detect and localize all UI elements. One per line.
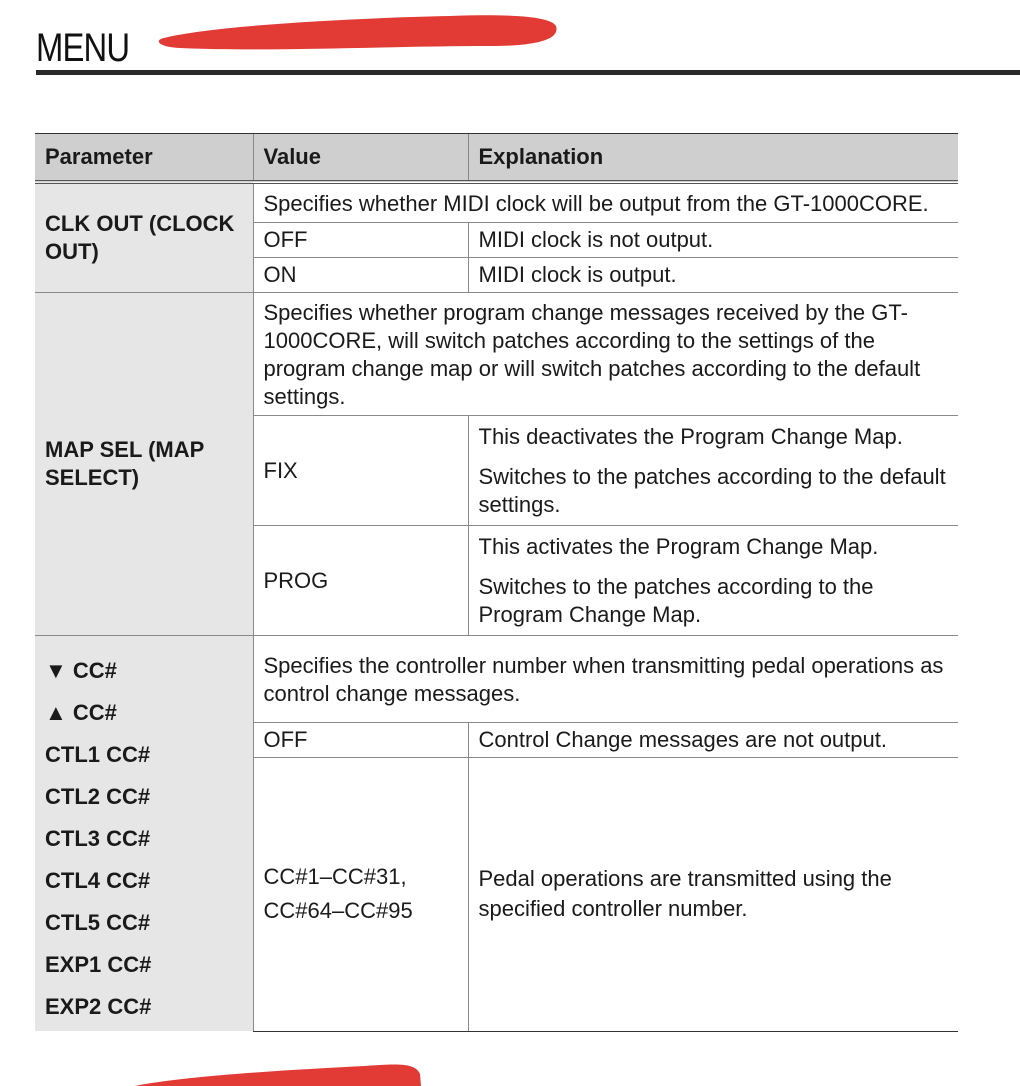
map-select-value-prog: PROG [253, 526, 468, 636]
param-cc-list [35, 636, 253, 1032]
param-ctl4-cc: CTL4 CC# [45, 868, 151, 893]
param-map-select: MAP SEL (MAP SELECT) [35, 293, 253, 636]
prog-explanation-line-2: Switches to the patches according to the Program Change Map. [478, 573, 874, 627]
fix-explanation-line-2: Switches to the patches according to the default settings. [478, 463, 946, 517]
cc-explanation-range: Pedal operations are transmitted using the specified controller number. [468, 757, 958, 1031]
table-row [35, 636, 958, 723]
parameter-table [35, 133, 958, 1032]
param-cc-down: ▼ CC# [45, 658, 117, 683]
cc-value-off: OFF [253, 722, 468, 757]
map-select-explanation-fix [468, 416, 958, 526]
param-ctl1-cc: CTL1 CC# [45, 742, 151, 767]
header-explanation: Explanation [468, 134, 958, 183]
prog-explanation-line-1: This activates the Program Change Map. [478, 533, 879, 559]
redaction-mark-top [150, 8, 570, 54]
header-parameter: Parameter [35, 134, 253, 183]
cc-explanation-off: Control Change messages are not output. [468, 722, 958, 757]
clk-out-description: Specifies whether MIDI clock will be output from the GT-1000CORE. [253, 182, 958, 223]
fix-explanation-line-1: This deactivates the Program Change Map. [478, 423, 903, 449]
map-select-description: Specifies whether program change messages received by the GT-1000CORE, will switch patches according to the settings of the program change map or will switch patches according to the default settings. [253, 293, 958, 416]
clk-out-explanation-on: MIDI clock is output. [468, 258, 958, 293]
cc-range-line-1: CC#1–CC#31, [263, 864, 407, 889]
map-select-explanation-prog [468, 526, 958, 636]
page-title: MENU [36, 26, 130, 70]
clk-out-value-off: OFF [253, 223, 468, 258]
param-ctl3-cc: CTL3 CC# [45, 826, 151, 851]
clk-out-value-on: ON [253, 258, 468, 293]
table-header-row [35, 134, 958, 183]
param-clk-out: CLK OUT (CLOCK OUT) [35, 182, 253, 293]
param-ctl5-cc: CTL5 CC# [45, 910, 151, 935]
cc-description: Specifies the controller number when transmitting pedal operations as control change messages. [253, 636, 958, 723]
param-exp1-cc: EXP1 CC# [45, 952, 152, 977]
param-exp2-cc: EXP2 CC# [45, 994, 152, 1019]
title-rule [36, 70, 1020, 75]
clk-out-explanation-off: MIDI clock is not output. [468, 223, 958, 258]
param-ctl2-cc: CTL2 CC# [45, 784, 151, 809]
cc-range-line-2: CC#64–CC#95 [263, 898, 413, 923]
cc-value-range [253, 757, 468, 1031]
map-select-value-fix: FIX [253, 416, 468, 526]
table-row [35, 293, 958, 416]
header-value: Value [253, 134, 468, 183]
redaction-mark-bottom [125, 1054, 425, 1086]
table-row [35, 182, 958, 223]
param-cc-up: ▲ CC# [45, 700, 117, 725]
